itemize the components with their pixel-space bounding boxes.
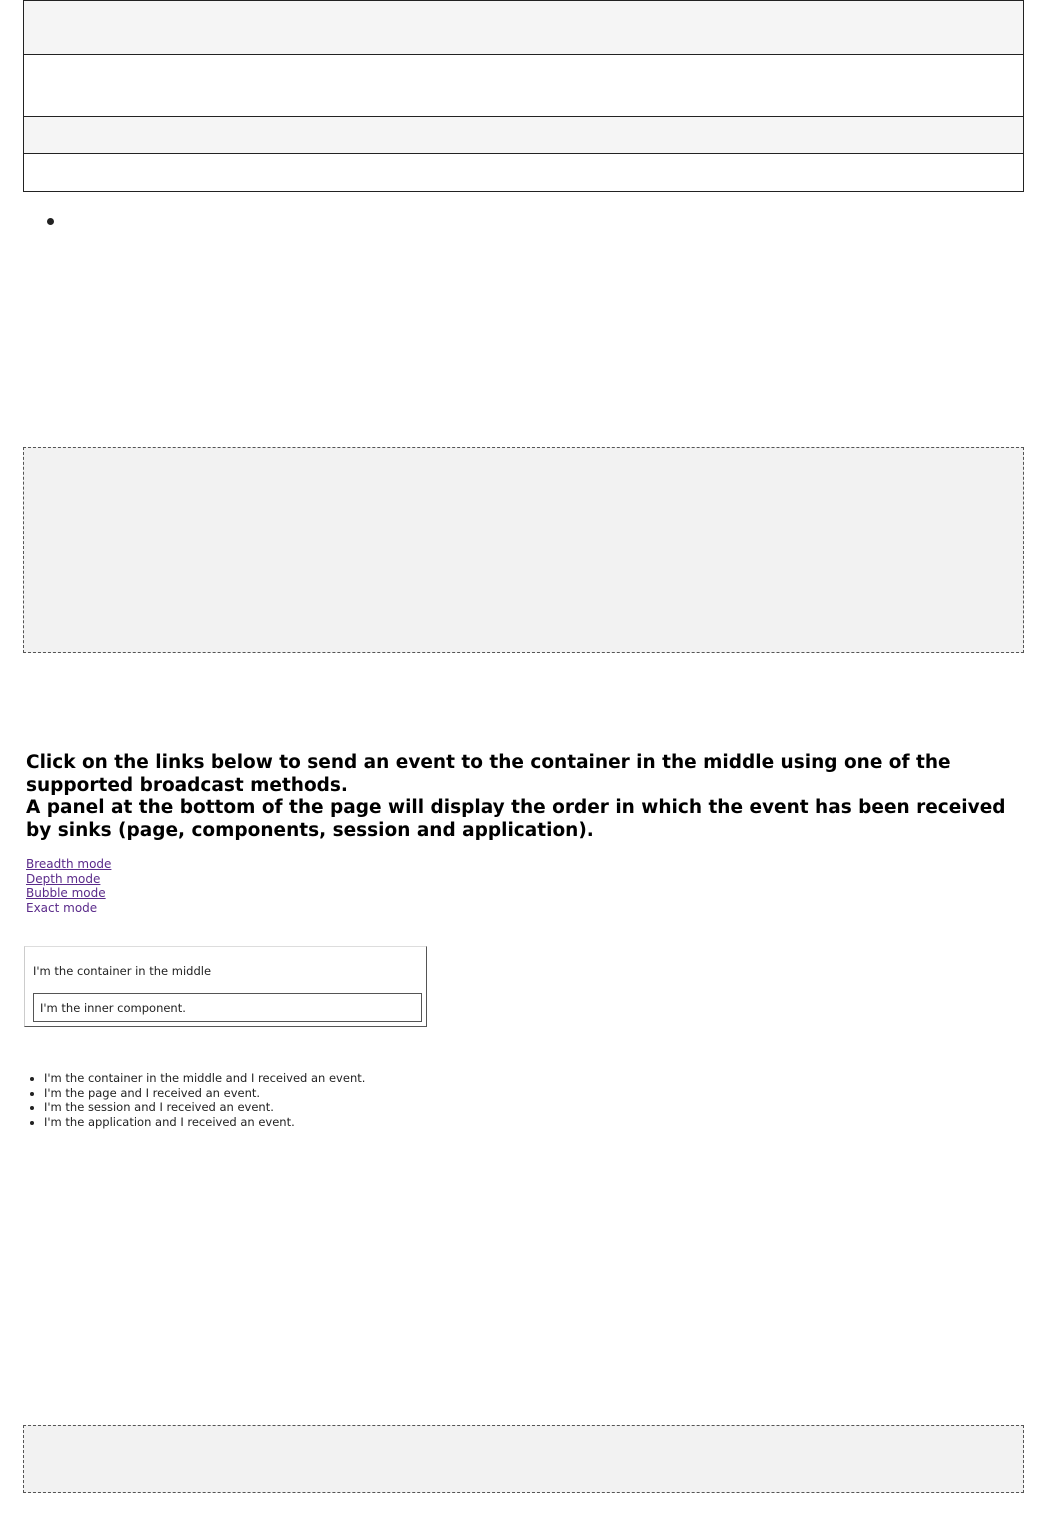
list-item: • I'm the application and I received an event. — [44, 1115, 365, 1130]
exact-mode-link[interactable]: Exact mode — [26, 900, 98, 915]
middle-container-label: I'm the container in the middle — [33, 964, 212, 978]
event-order-list — [26, 1071, 365, 1129]
empty-list-bullet — [47, 218, 54, 225]
top-dashed-panel — [23, 447, 1024, 653]
header-row — [23, 0, 1024, 55]
list-item: • I'm the session and I received an event. — [44, 1100, 365, 1115]
instructions — [26, 752, 1016, 842]
broadcast-mode-links — [26, 857, 111, 915]
depth-mode-link[interactable]: Depth mode — [26, 871, 101, 886]
instructions-line-2: A panel at the bottom of the page will display the order in which the event has been received by sinks (page, components, session and application). — [26, 797, 1006, 841]
instructions-line-1: Click on the links below to send an event to the container in the middle using one of the supported broadcast methods. — [26, 752, 951, 796]
inner-component-label: I'm the inner component. — [40, 1001, 186, 1015]
bubble-mode-link[interactable]: Bubble mode — [26, 886, 106, 901]
header-row — [23, 154, 1024, 192]
bottom-feedback-panel — [23, 1425, 1024, 1493]
middle-container — [24, 946, 427, 1027]
list-item: • I'm the page and I received an event. — [44, 1086, 365, 1101]
list-item: • I'm the container in the middle and I received an event. — [44, 1071, 365, 1086]
breadth-mode-link[interactable]: Breadth mode — [26, 857, 112, 871]
inner-component — [33, 993, 422, 1022]
header-row — [23, 117, 1024, 154]
header-row — [23, 55, 1024, 117]
header-table — [23, 0, 1024, 192]
